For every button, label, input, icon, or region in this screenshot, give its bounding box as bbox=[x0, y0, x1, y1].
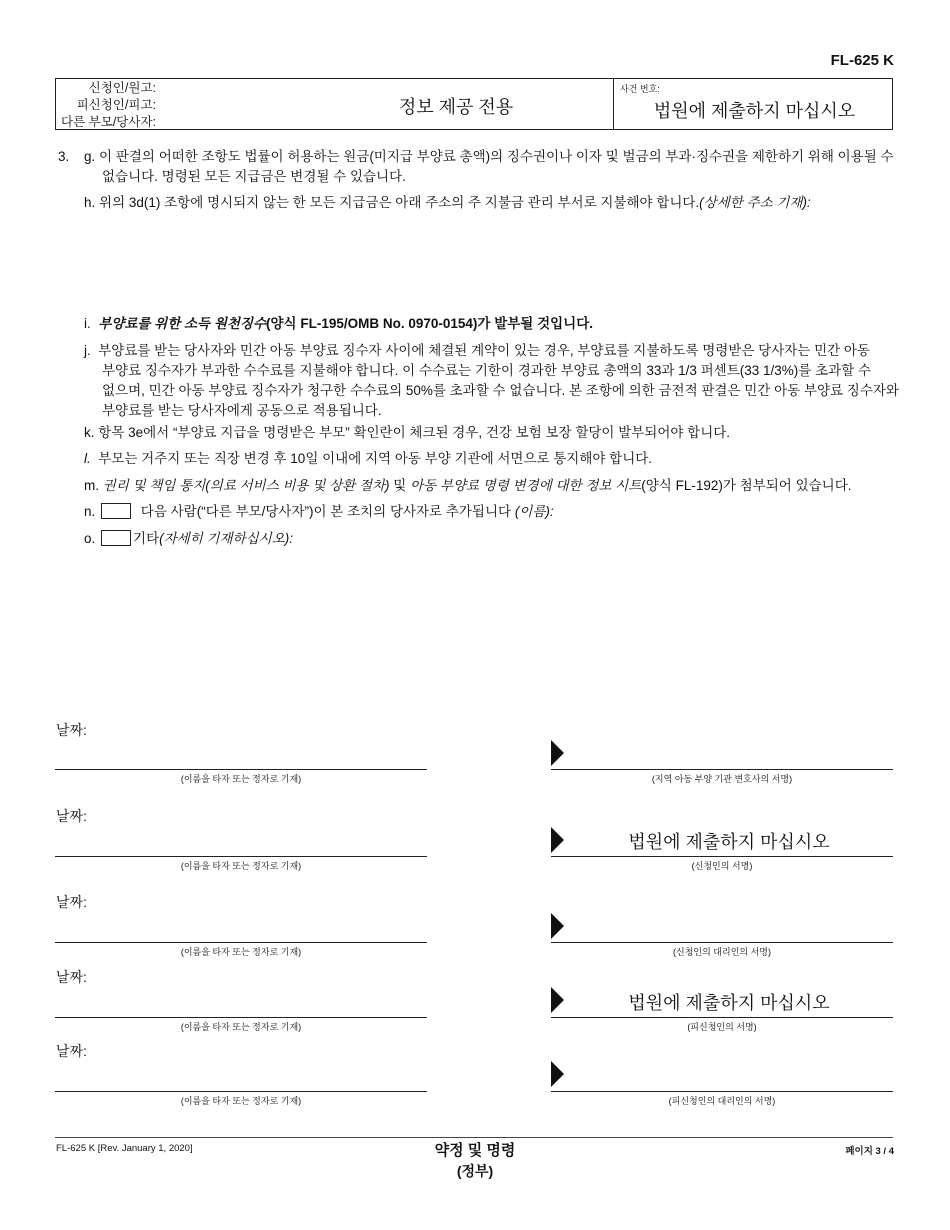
signature-caption: (지역 아동 부양 기관 변호사의 서명) bbox=[651, 774, 793, 784]
item-n-italic: (이름): bbox=[514, 504, 554, 519]
signature-value: 법원에 제출하지 마십시오 bbox=[628, 832, 830, 852]
item-g bbox=[84, 147, 904, 187]
item-letter: i. bbox=[84, 316, 91, 331]
signature-arrow-icon bbox=[551, 827, 564, 853]
item-j-line: 부양료 징수자가 부과한 수수료를 지불해야 합니다. 이 수수료는 기한이 경과한 부양료 총액의 33과 1/3 퍼센트(33 1/3%)를 초과할 수 bbox=[102, 363, 871, 378]
item-h bbox=[84, 193, 811, 213]
signature-caption: (피신청인의 서명) bbox=[687, 1022, 757, 1032]
signature-line[interactable] bbox=[551, 769, 893, 770]
signature-caption: (피신청인의 대리인의 서명) bbox=[668, 1096, 776, 1106]
item-h-italic: (상세한 주소 기재): bbox=[699, 195, 811, 210]
item-number: 3. bbox=[58, 149, 70, 164]
item-n-checkbox[interactable] bbox=[101, 503, 131, 519]
signature-value: 법원에 제출하지 마십시오 bbox=[628, 993, 830, 1013]
form-number: FL-625 K bbox=[830, 52, 894, 69]
name-caption: (이름을 타자 또는 정자로 기재) bbox=[180, 947, 302, 957]
name-caption: (이름을 타자 또는 정자로 기재) bbox=[180, 1022, 302, 1032]
item-j-line: 부양료를 받는 당사자와 민간 아동 부양료 징수자 사이에 체결된 계약이 있는 경우, 부양료를 지불하도록 명령받은 당사자는 민간 아동 bbox=[98, 343, 870, 358]
item-letter: g. bbox=[84, 149, 96, 164]
case-number-label: 사건 번호: bbox=[620, 84, 660, 94]
item-j-line: 부양료를 받는 당사자에게 공동으로 적용됩니다. bbox=[102, 403, 382, 418]
item-g-text: 이 판결의 어떠한 조항도 법률이 허용하는 원금(미지급 부양료 총액)의 징수권이나 이자 및 벌금의 부과·징수권을 제한하기 위해 이용될 수 bbox=[99, 149, 894, 164]
item-m-text: 및 bbox=[389, 478, 411, 493]
item-n-text: 다음 사람(“다른 부모/당사자”)이 본 조치의 당사자로 추가됩니다 bbox=[140, 504, 515, 519]
signature-line[interactable] bbox=[551, 1017, 893, 1018]
case-caption-box bbox=[55, 78, 893, 130]
footer-title-block bbox=[325, 1141, 625, 1181]
item-letter: j. bbox=[84, 343, 91, 358]
item-j bbox=[84, 341, 914, 421]
respondent-label: 피신청인/피고: bbox=[76, 98, 156, 112]
name-line[interactable] bbox=[55, 856, 427, 857]
name-caption: (이름을 타자 또는 정자로 기재) bbox=[180, 1096, 302, 1106]
item-i bbox=[84, 314, 593, 334]
item-o-checkbox[interactable] bbox=[101, 530, 131, 546]
footer-revision: FL-625 K [Rev. January 1, 2020] bbox=[56, 1143, 193, 1154]
info-only-text: 정보 제공 전용 bbox=[398, 97, 514, 117]
date-label: 날짜: bbox=[56, 894, 87, 910]
item-g-text-2: 없습니다. 명령된 모든 지급금은 변경될 수 있습니다. bbox=[102, 169, 406, 184]
footer-rule bbox=[55, 1137, 893, 1138]
petitioner-label: 신청인/원고: bbox=[88, 81, 156, 95]
case-number-box bbox=[613, 79, 895, 129]
item-k bbox=[84, 423, 730, 443]
item-letter: o. bbox=[84, 531, 96, 546]
name-line[interactable] bbox=[55, 1017, 427, 1018]
footer-title: 약정 및 명령 bbox=[434, 1142, 516, 1159]
signature-arrow-icon bbox=[551, 987, 564, 1013]
other-parent-label: 다른 부모/당사자: bbox=[61, 115, 156, 129]
item-letter: m. bbox=[84, 478, 99, 493]
name-caption: (이름을 타자 또는 정자로 기재) bbox=[180, 774, 302, 784]
name-line[interactable] bbox=[55, 942, 427, 943]
name-line[interactable] bbox=[55, 769, 427, 770]
signature-line[interactable] bbox=[551, 1091, 893, 1092]
item-m-italic: 아동 부양료 명령 변경에 대한 정보 시트 bbox=[410, 478, 642, 493]
item-h-text: 위의 3d(1) 조항에 명시되지 않는 한 모든 지급금은 아래 주소의 주 지불금 관리 부서로 지불해야 합니다. bbox=[99, 195, 700, 210]
item-k-text: 항목 3e에서 “부양료 지급을 명령받은 부모” 확인란이 체크된 경우, 건강 보험 보장 할당이 발부되어야 합니다. bbox=[98, 425, 731, 440]
signature-line[interactable] bbox=[551, 942, 893, 943]
item-m-italic: 권리 및 책임 통지(의료 서비스 비용 및 상환 절차) bbox=[102, 478, 390, 493]
item-m-text: (양식 FL-192)가 첨부되어 있습니다. bbox=[641, 478, 852, 493]
name-caption: (이름을 타자 또는 정자로 기재) bbox=[180, 861, 302, 871]
item-letter: k. bbox=[84, 425, 95, 440]
date-label: 날짜: bbox=[56, 1043, 87, 1059]
item-letter: n. bbox=[84, 504, 96, 519]
date-label: 날짜: bbox=[56, 969, 87, 985]
date-label: 날짜: bbox=[56, 722, 87, 738]
signature-caption: (신청인의 서명) bbox=[691, 861, 753, 871]
party-labels bbox=[56, 80, 156, 131]
footer-subtitle: (정부) bbox=[456, 1163, 494, 1179]
item-m bbox=[84, 476, 852, 496]
signature-arrow-icon bbox=[551, 913, 564, 939]
item-o bbox=[84, 529, 293, 549]
signature-arrow-icon bbox=[551, 740, 564, 766]
item-i-text: (양식 FL-195/OMB No. 0970-0154)가 발부될 것입니다. bbox=[266, 316, 593, 331]
signature-caption: (신청인의 대리인의 서명) bbox=[673, 947, 771, 957]
item-letter: l. bbox=[84, 451, 91, 466]
item-o-italic: (자세히 기재하십시오): bbox=[159, 531, 293, 546]
item-j-line: 없으며, 민간 아동 부양료 징수자가 청구한 수수료의 50%를 초과할 수 없습니다. 본 조항에 의한 금전적 판결은 민간 아동 부양료 징수자와 bbox=[102, 383, 899, 398]
signature-arrow-icon bbox=[551, 1061, 564, 1087]
item-n bbox=[84, 502, 554, 522]
name-line[interactable] bbox=[55, 1091, 427, 1092]
item-letter: h. bbox=[84, 195, 96, 210]
item-l bbox=[84, 449, 652, 469]
page-number: 페이지 3 / 4 bbox=[845, 1146, 894, 1157]
item-i-italic: 부양료를 위한 소득 원천징수 bbox=[98, 316, 267, 331]
item-o-text: 기타 bbox=[133, 531, 160, 546]
date-label: 날짜: bbox=[56, 808, 87, 824]
signature-line[interactable] bbox=[551, 856, 893, 857]
case-number-value: 법원에 제출하지 마십시오 bbox=[653, 101, 856, 121]
item-l-text: 부모는 거주지 또는 직장 변경 후 10일 이내에 지역 아동 부양 기관에 서면으로 통지해야 합니다. bbox=[98, 451, 653, 466]
